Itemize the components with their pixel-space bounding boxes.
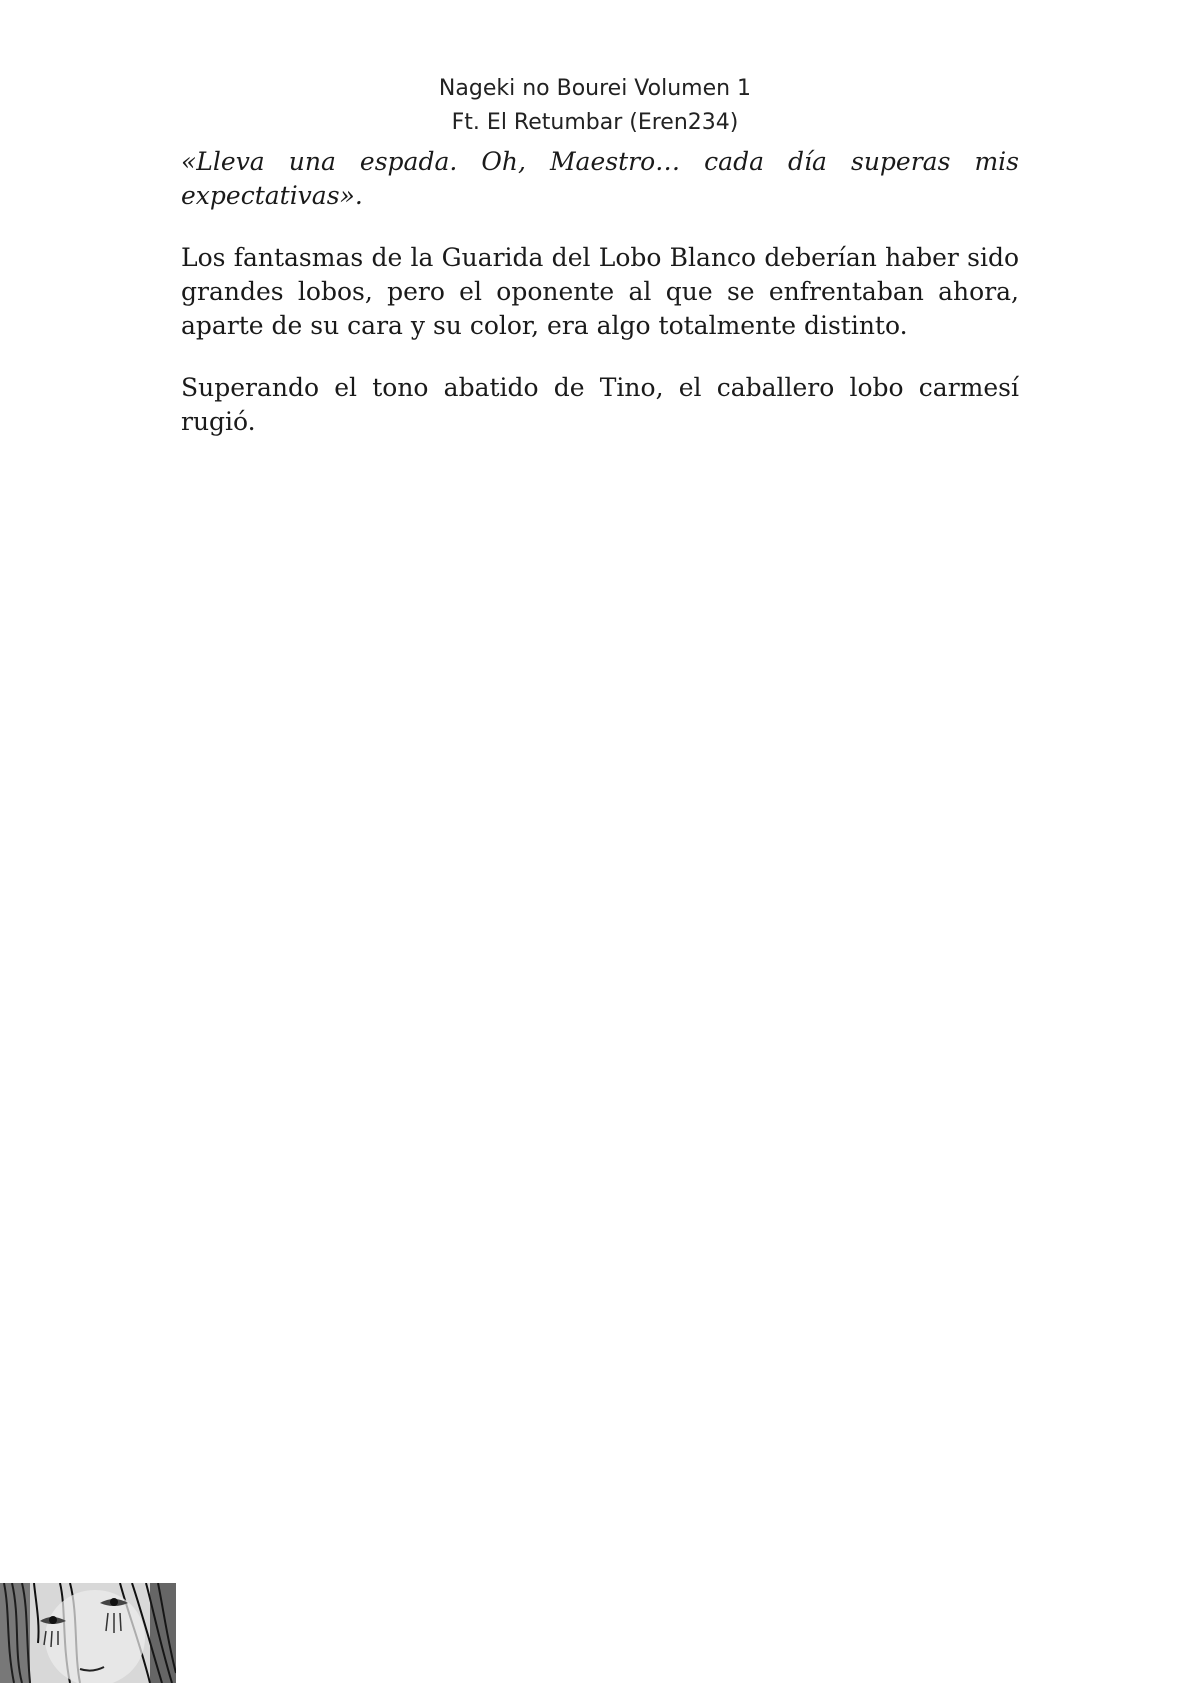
quote-paragraph: «Lleva una espada. Oh, Maestro… cada día superas mis expectativas». — [181, 147, 1019, 210]
paragraph: Superando el tono abatido de Tino, el caballero lobo carmesí rugió. — [181, 373, 1019, 436]
body-text — [181, 145, 1019, 467]
page-header — [0, 72, 1190, 140]
header-title: Nageki no Bourei Volumen 1 — [438, 76, 752, 101]
manga-face-illustration-icon — [0, 1583, 176, 1683]
header-credit: Ft. El Retumbar (Eren234) — [451, 110, 739, 135]
paragraph: Los fantasmas de la Guarida del Lobo Blanco deberían haber sido grandes lobos, pero el oponente al que se enfrentaban ahora, aparte de su cara y su color, era algo totalmente distinto. — [181, 243, 1019, 340]
